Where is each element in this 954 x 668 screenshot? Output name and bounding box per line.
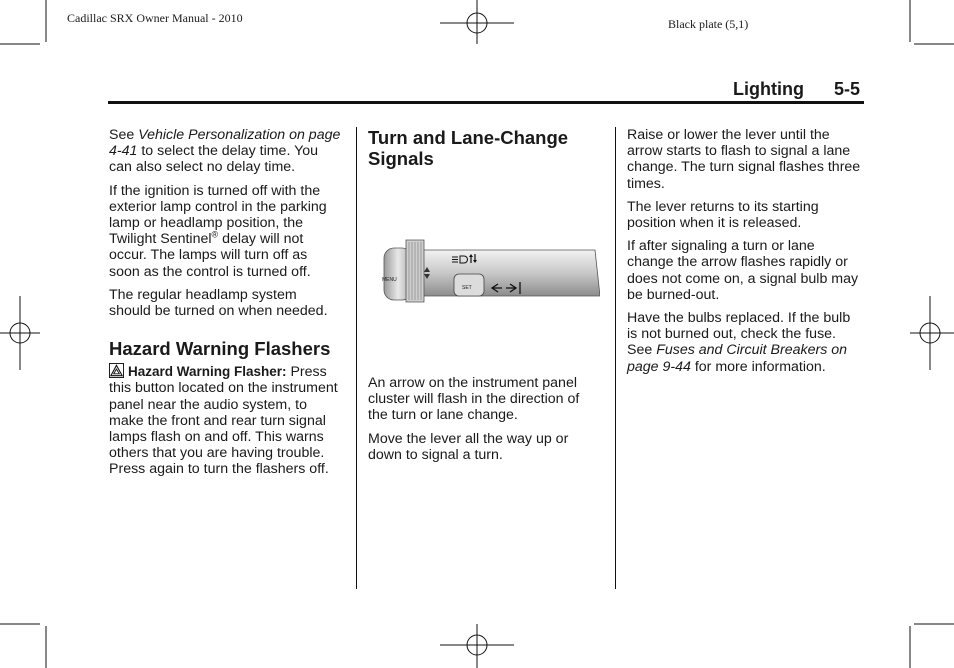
set-label: SET bbox=[462, 285, 472, 291]
paragraph bbox=[109, 363, 341, 477]
paragraph: If after signaling a turn or lane change the arrow flashes rapidly or does not come on, a signal bulb may be burned-out. bbox=[627, 238, 859, 303]
turn-signal-lever-illustration bbox=[380, 226, 600, 306]
text: If the ignition is turned off with the exterior lamp control in the parking lamp or headlamp position, the Twilight Sentinel bbox=[109, 182, 327, 248]
paragraph: An arrow on the instrument panel cluster will flash in the direction of the turn or lane change. bbox=[368, 375, 580, 424]
registered-mark: ® bbox=[211, 229, 219, 240]
header-rule bbox=[108, 101, 864, 104]
paragraph bbox=[627, 310, 864, 375]
cross-reference-link[interactable]: Fuses and Circuit Breakers on page 9-44 bbox=[627, 342, 848, 375]
column-3 bbox=[627, 127, 864, 382]
paragraph bbox=[109, 127, 341, 176]
paragraph: Move the lever all the way up or down to signal a turn. bbox=[368, 430, 569, 463]
plate-label: Black plate (5,1) bbox=[668, 17, 749, 31]
hazard-heading: Hazard Warning Flashers bbox=[109, 338, 331, 360]
page-number: 5-5 bbox=[833, 79, 860, 99]
text: for more information. bbox=[690, 358, 826, 375]
paragraph: The lever returns to its starting position when it is released. bbox=[627, 198, 819, 232]
hazard-triangle-icon bbox=[109, 363, 124, 378]
manual-title: Cadillac SRX Owner Manual - 2010 bbox=[67, 11, 243, 25]
text: See bbox=[109, 127, 139, 143]
text: to select the delay time. You can also select no delay time. bbox=[109, 143, 319, 176]
column-divider bbox=[615, 127, 616, 589]
paragraph: Raise or lower the lever until the arrow starts to flash to signal a lane change. The turn signal flashes three times. bbox=[627, 127, 861, 192]
paragraph: The regular headlamp system should be turned on when needed. bbox=[109, 286, 328, 320]
text: Have the bulbs replaced. If the bulb is not burned out, check the fuse. See bbox=[627, 310, 851, 359]
hazard-body: Press this button located on the instrument panel near the audio system, to make the front and rear turn signal lamps flash on and off. This warns others that you are having trouble. Press again to turn the flashers off. bbox=[109, 364, 338, 478]
column-1 bbox=[109, 127, 341, 485]
menu-label: MENU bbox=[382, 277, 397, 283]
hazard-label: Hazard Warning Flasher: bbox=[127, 364, 287, 380]
text: delay will not occur. The lamps will turn off as soon as the control is turned off. bbox=[109, 231, 311, 280]
column-divider bbox=[356, 127, 357, 589]
turn-signals-heading: Turn and Lane-Change Signals bbox=[368, 127, 569, 169]
section-title: Lighting bbox=[733, 79, 804, 99]
paragraph bbox=[109, 183, 341, 280]
cross-reference-link[interactable]: Vehicle Personalization on page 4-41 bbox=[109, 127, 341, 160]
section-header bbox=[733, 79, 860, 100]
